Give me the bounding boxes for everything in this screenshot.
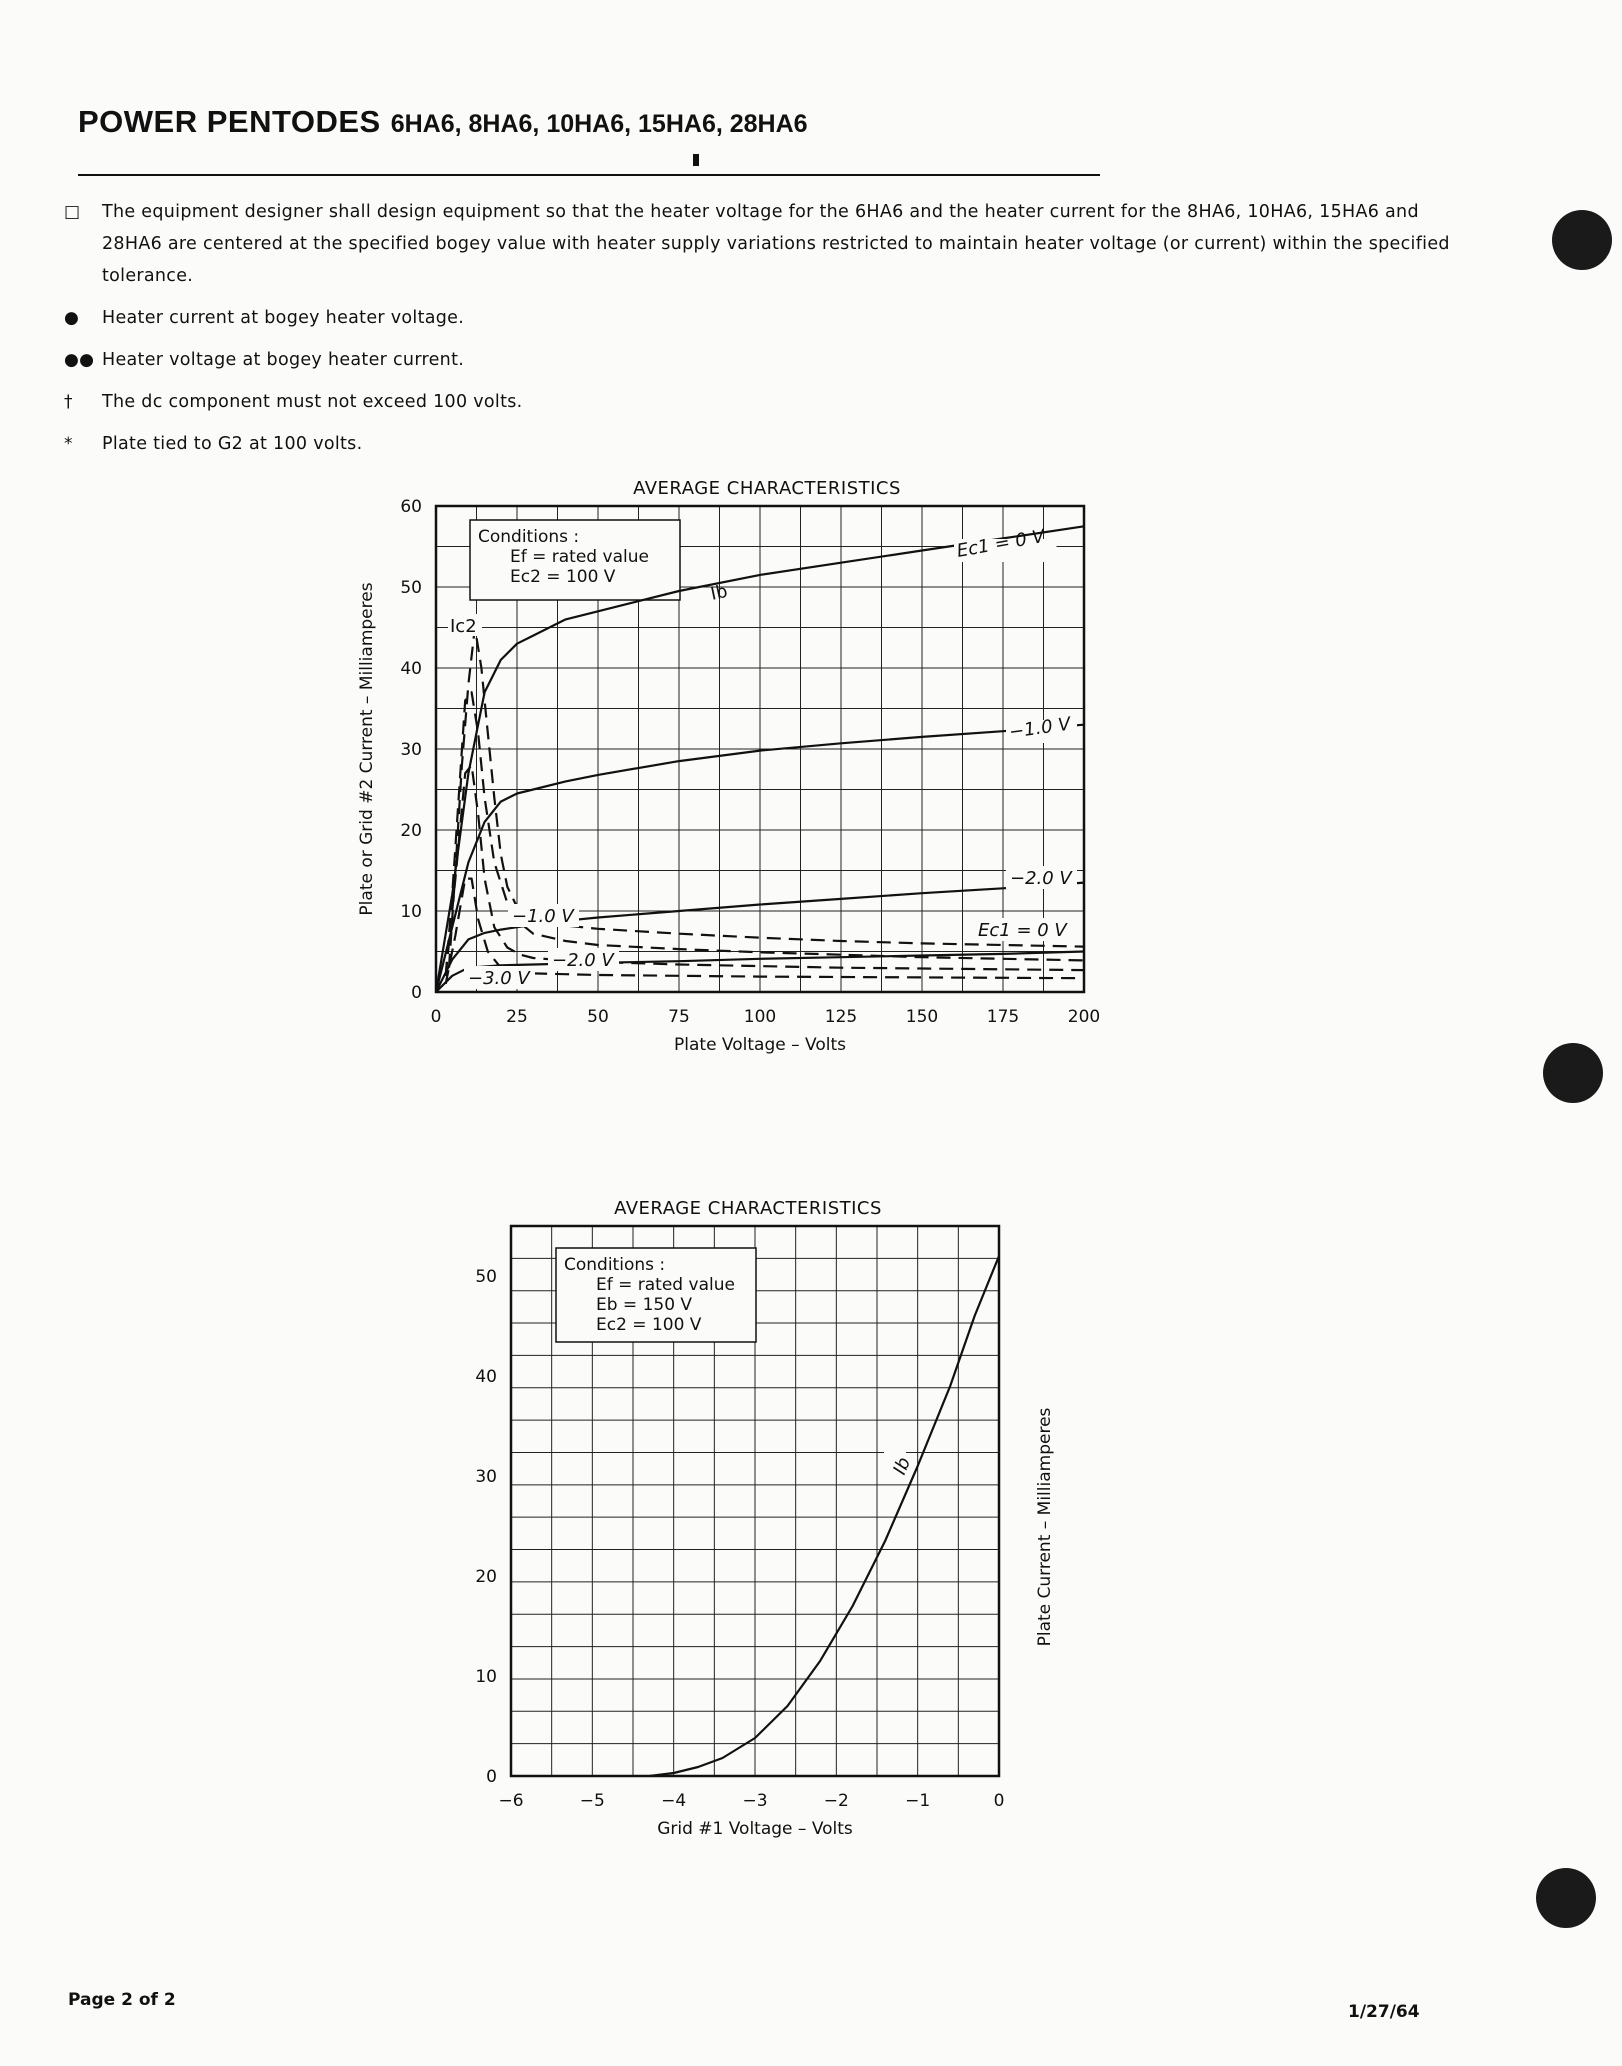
x-axis-label: Grid #1 Voltage – Volts <box>657 1819 853 1839</box>
x-tick-label: 150 <box>905 1007 939 1027</box>
conditions-line: Ec2 = 100 V <box>510 567 616 587</box>
transfer-characteristics-svg <box>0 1100 1622 1839</box>
series-label-minus-1v: −1.0 V <box>1007 713 1072 743</box>
series-label-dashed-minus-1v: −1.0 V <box>512 906 574 927</box>
x-tick-label: 100 <box>743 1007 777 1027</box>
conditions-line: Ef = rated value <box>596 1275 735 1295</box>
transfer-characteristics-chart <box>0 1100 1622 1839</box>
conditions-line: Eb = 150 V <box>596 1295 693 1315</box>
y-tick-label: 10 <box>475 1667 497 1687</box>
chart-title: AVERAGE CHARACTERISTICS <box>614 1198 882 1219</box>
x-tick-label: 25 <box>506 1007 528 1027</box>
page-number: Page 2 of 2 <box>68 1990 176 2010</box>
model-list: 6HA6, 8HA6, 10HA6, 15HA6, 28HA6 <box>390 110 808 138</box>
x-tick-label: −4 <box>661 1791 687 1811</box>
y-tick-label: 60 <box>400 497 422 517</box>
y-tick-label: 40 <box>400 659 422 679</box>
x-tick-label: −5 <box>579 1791 605 1811</box>
x-tick-label: 200 <box>1067 1007 1101 1027</box>
y-tick-label: 30 <box>475 1467 497 1487</box>
conditions-line: Conditions : <box>564 1255 666 1275</box>
conditions-line: Ec2 = 100 V <box>596 1315 702 1335</box>
x-tick-label: 75 <box>668 1007 690 1027</box>
punch-hole-middle <box>1543 1043 1603 1103</box>
series-label-dashed-minus-2v: −2.0 V <box>552 950 614 971</box>
x-tick-label: −3 <box>742 1791 768 1811</box>
note-text: Heater current at bogey heater voltage. <box>102 308 465 328</box>
series-label-dashed-ec1-0v: Ec1 = 0 V <box>978 920 1067 941</box>
series-label-minus-2v: −2.0 V <box>1010 868 1072 889</box>
x-tick-label: 50 <box>587 1007 609 1027</box>
annotation-ic2: Ic2 <box>450 616 477 637</box>
punch-hole-top <box>1552 210 1612 270</box>
note-text: The equipment designer shall design equipment so that the heater voltage for the 6HA6 and the heater current for the 8HA6, 10HA6, 15HA6 and 28HA6 are centered at the specified bogey value with heater supply variations restricted to maintain heater voltage (or current) within the specified tolerance. <box>102 202 1450 286</box>
note-text: Plate tied to G2 at 100 volts. <box>102 434 363 454</box>
y-tick-label: 50 <box>475 1267 497 1287</box>
y-axis-label: Plate Current – Milliamperes <box>1035 1407 1055 1647</box>
page-title: POWER PENTODES <box>78 104 381 139</box>
x-tick-label: −1 <box>905 1791 931 1811</box>
x-tick-label: 175 <box>986 1007 1020 1027</box>
x-axis-label: Plate Voltage – Volts <box>674 1035 846 1055</box>
y-tick-label: 20 <box>475 1567 497 1587</box>
revision-date: 1/27/64 <box>1348 2002 1420 2022</box>
note-text: Heater voltage at bogey heater current. <box>102 350 465 370</box>
note-symbol: ●● <box>64 350 95 370</box>
x-tick-label: 0 <box>430 1007 442 1027</box>
conditions-line: Conditions : <box>478 527 580 547</box>
note-text: The dc component must not exceed 100 volts. <box>102 392 523 412</box>
note-symbol: * <box>64 434 73 454</box>
y-tick-label: 10 <box>400 902 422 922</box>
punch-hole-bottom <box>1536 1868 1596 1928</box>
x-tick-label: 0 <box>993 1791 1005 1811</box>
y-tick-label: 50 <box>400 578 422 598</box>
y-tick-label: 30 <box>400 740 422 760</box>
annotation-ib: Ib <box>889 1454 916 1478</box>
y-tick-label: 0 <box>411 983 422 1003</box>
x-tick-label: −2 <box>823 1791 849 1811</box>
series-label-ec1-0v: Ec1 = 0 V <box>955 525 1047 562</box>
conditions-line: Ef = rated value <box>510 547 649 567</box>
x-tick-label: 125 <box>824 1007 858 1027</box>
annotation-ib: Ib <box>708 580 730 605</box>
note-symbol: ● <box>64 308 80 328</box>
chart-title: AVERAGE CHARACTERISTICS <box>633 478 901 499</box>
y-tick-label: 0 <box>486 1767 497 1787</box>
x-tick-label: −6 <box>498 1791 524 1811</box>
series-label-minus-3v: −3.0 V <box>468 968 530 989</box>
y-axis-label: Plate or Grid #2 Current – Milliamperes <box>357 582 377 916</box>
note-symbol: □ <box>64 202 81 222</box>
y-tick-label: 40 <box>475 1367 497 1387</box>
y-tick-label: 20 <box>400 821 422 841</box>
note-symbol: † <box>64 392 73 412</box>
